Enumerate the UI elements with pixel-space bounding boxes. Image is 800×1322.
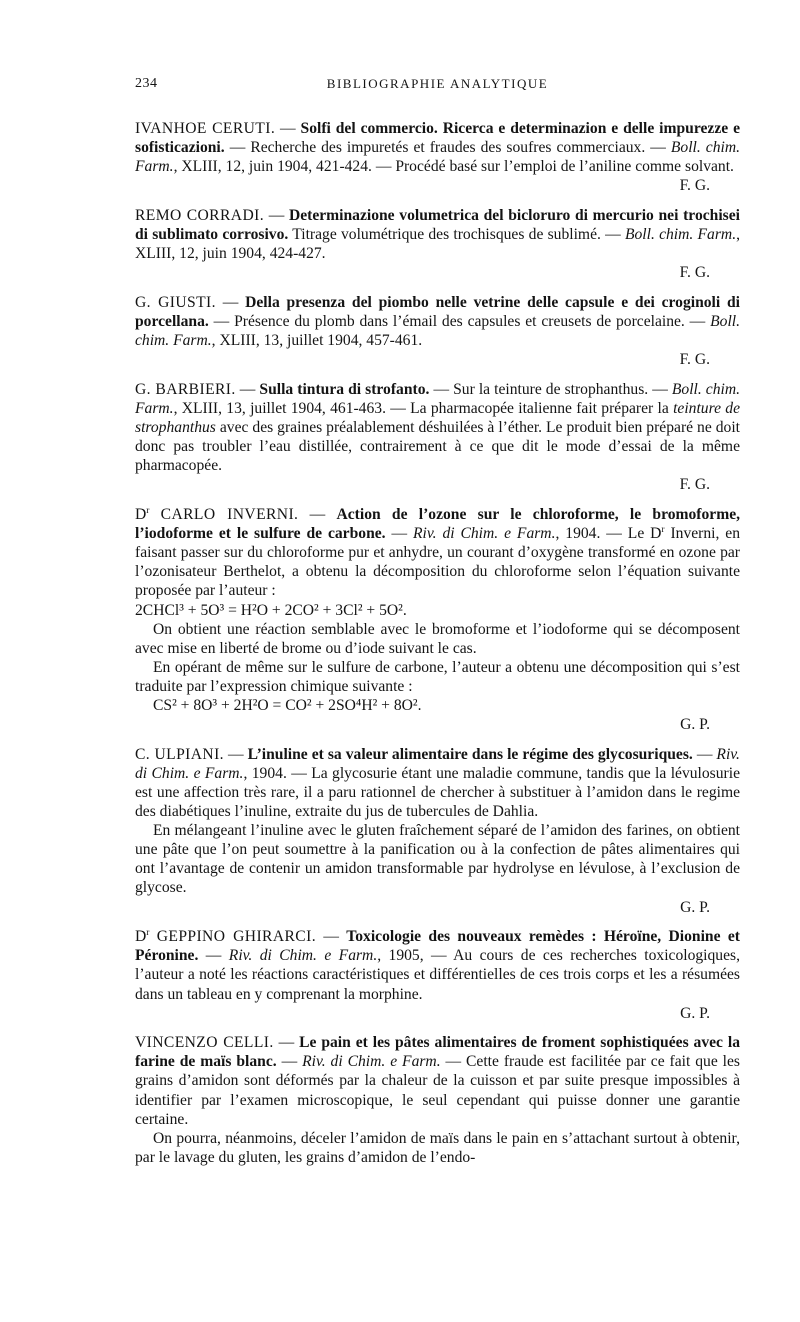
entry-signature: G. P.: [680, 898, 710, 916]
entry-body: — Sur la teinture de strophanthus. —: [433, 380, 668, 398]
entry-body: — Recherche des impuretés et fraudes des soufres commerciaux. —: [229, 139, 666, 157]
chemical-equation: CS² + 8O³ + 2H²O = CO² + 2SO⁴H² + 8O².: [153, 697, 422, 714]
entry-body-cont: , XLIII, 12, juin 1904, 424-427.: [135, 226, 740, 263]
entry-author: G. GIUSTI.: [135, 293, 216, 311]
entry-body: —: [281, 1053, 298, 1071]
text-column: [135, 119, 740, 1178]
running-header: [135, 70, 740, 100]
entry-signature: F. G.: [679, 177, 710, 195]
entry-paragraph: En mélangeant l’inuline avec le gluten fraîchement séparé de l’amidon des farines, on obtient une pâte que l’on peut soumettre à la panification ou à la confection de pâtes alimentaires qui ont l’avantage de contenir un amidon transformable par hydrolyse en lévulose, à l’exclusion de glycose.: [135, 822, 740, 897]
entry-title: Le pain et les pâtes alimentaires de froment sophistiquées avec la farine de maïs blanc.: [135, 1034, 741, 1071]
entry-signature: G. P.: [680, 1004, 710, 1022]
entry-source: Boll. chim. Farm.: [135, 139, 741, 176]
entry-prefix-sup: r: [146, 505, 150, 516]
entry-source-secondary: teinture de strophanthus: [135, 400, 741, 437]
entry-author: VINCENZO CELLI.: [135, 1034, 274, 1052]
entry-title: L’inuline et sa valeur alimentaire dans le régime des glycosuriques.: [247, 745, 693, 763]
entry-signature: F. G.: [679, 264, 710, 282]
entry-title: Solfi del commercio. Ricerca e determinazion e delle impurezze e sofisticazioni.: [135, 120, 740, 157]
entry-body: —: [205, 947, 222, 965]
entry-paragraph: On pourra, néanmoins, déceler l’amidon de maïs dans le pain en s’attachant surtout à obtenir, par le lavage du gluten, les grains d’amidon de l’endo-: [135, 1129, 740, 1166]
chemical-equation: 2CHCl³ + 5O³ = H²O + 2CO² + 3Cl² + 5O².: [135, 601, 407, 619]
entry-source: Riv. di Chim. e Farm.: [302, 1053, 441, 1071]
entry-paragraph: En opérant de même sur le sulfure de carbone, l’auteur a obtenu une décomposition qui s’est traduite par l’expression chimique suivante :: [135, 658, 740, 695]
bibliography-entry: VINCENZO CELLI. — Le pain et les pâtes alimentaires de froment sophistiquées avec la farine de maïs blanc. — Riv. di Chim. e Farm. — Cette fraude est facilitée par ce fait que les grains d’amidon sont déformés par la chaleur de la cuisson et par suite presque impossibles à identifier par l’examen microscopique, le seul cependant qui puisse donner une garantie certaine. On pourra, néanmoins, déceler l’amidon de maïs dans le pain en s’attachant surtout à obtenir, par le lavage du gluten, les grains d’amidon de l’endo-: [135, 1034, 741, 1166]
entry-source: Boll. chim. Farm.: [624, 226, 737, 244]
bibliography-entry: G. GIUSTI. — Della presenza del piombo nelle vetrine delle capsule e dei croginoli di porcellana. — Présence du plomb dans l’émail des capsules et creusets de porcelaine. — Boll. chim. Farm., XLIII, 13, juillet 1904, 457-461. F. G.: [135, 293, 741, 369]
bibliography-entry: $D^r$ GEPPINO GHIRARCI. — Toxicologie des nouveaux remèdes : Héroïne, Dionine et Péronine. — Riv. di Chim. e Farm., 1905, — Au cours de ces recherches toxicologiques, l’auteur a noté les réactions caractéristiques et différentielles de ces trois corps et les a résumées dans un tableau en y comprenant la morphine. G. P.: [135, 928, 740, 1022]
entry-signature: G. P.: [680, 716, 710, 734]
bibliography-entry: C. ULPIANI. — L’inuline et sa valeur alimentaire dans le régime des glycosuriques. — Riv. di Chim. e Farm., 1904. — La glycosurie étant une maladie commune, tandis que la lévulosurie est une affection très rare, il a paru rationnel de chercher à substituer à l’amidon dans le regime des diabétiques l’inuline, extraite du jus de tubercules de Dahlia. En mélangeant l’inuline avec le gluten fraîchement séparé de l’amidon des farines, on obtient une pâte que l’on peut soumettre à la panification ou à la confection de pâtes alimentaires qui ont l’avantage de contenir un amidon transformable par hydrolyse en lévulose, à l’exclusion de glycose. G. P.: [135, 745, 740, 916]
entry-title: Toxicologie des nouveaux remèdes : Héroïne, Dionine et Péronine.: [135, 928, 740, 965]
entry-source: Boll. chim. Farm.: [135, 313, 741, 350]
entry-source: Riv. di Chim. e Farm.: [413, 525, 556, 543]
entry-source: Riv. di Chim. e Farm.: [228, 947, 378, 965]
entry-author: REMO CORRADI.: [135, 206, 265, 224]
entry-body-sup: r: [661, 524, 665, 535]
entry-title: Action de l’ozone sur le chloroforme, le bromoforme, l’iodoforme et le sulfure de carbone.: [135, 506, 741, 543]
entry-body: Titrage volumétrique des trochisques de sublimé. —: [292, 226, 621, 244]
entry-author: CARLO INVERNI.: [160, 506, 299, 524]
entry-signature: F. G.: [679, 476, 710, 494]
entry-title: Della presenza del piombo nelle vetrine delle capsule e dei croginoli di porcellana.: [135, 293, 740, 331]
bibliography-entry: IVANHOE CERUTI. — Solfi del commercio. Ricerca e determinazion e delle impurezze e sofisticazioni. — Recherche des impuretés et fraudes des soufres commerciaux. — Boll. chim. Farm., XLIII, 12, juin 1904, 421-424. — Procédé basé sur l’emploi de l’aniline comme solvant. F. G.: [135, 120, 741, 195]
entry-source: Riv. di Chim. e Farm.: [135, 745, 740, 782]
entry-body-cont: , XLIII, 13, juillet 1904, 461-463. — La pharmacopée italienne fait préparer la: [173, 400, 669, 417]
entry-body: —: [391, 525, 408, 543]
entry-body-cont: , 1904. — La glycosurie étant une maladie commune, tandis que la lévulosurie est une affection très rare, il a paru rationnel de chercher à substituer à l’amidon dans le regime des diabétiques l’inuline, extraite du jus de tubercules de Dahlia.: [135, 764, 740, 821]
entry-source: Boll. chim. Farm.: [135, 380, 741, 417]
entry-paragraph: On obtient une réaction semblable avec le bromoforme et l’iodoforme qui se décomposent avec mise en liberté de brome ou d’iode suivant le cas.: [135, 620, 740, 657]
entry-author: G. BARBIERI.: [135, 380, 236, 398]
entry-prefix: D: [135, 506, 147, 524]
entry-author: IVANHOE CERUTI.: [135, 120, 276, 137]
bibliography-entry: G. BARBIERI. — Sulla tintura di strofanto. — Sur la teinture de strophanthus. — Boll. chim. Farm., XLIII, 13, juillet 1904, 461-463. — La pharmacopée italienne fait préparer la teinture de strophanthus avec des graines préalablement déshuilées à l’éther. Le produit bien préparé ne doit donc pas troubler l’eau distillée, contrairement à ce que dit le mode d’essai de la même pharmacopée. F. G.: [135, 380, 741, 494]
bibliography-entry: $D^r$ CARLO INVERNI. — Action de l’ozone sur le chloroforme, le bromoforme, l’iodoforme et le sulfure de carbone. — Riv. di Chim. e Farm., 1904. — Le $D^r$ Inverni, en faisant passer sur du chloroforme pur et anhydre, un courant d’oxygène transformé en ozone par l’ozonisateur Berthelot, a obtenu la décomposition du chloroforme selon l’équation suivante proposée par l’auteur : 2CHCl³ + 5O³ = H²O + 2CO² + 3Cl² + 5O². On obtient une réaction semblable avec le bromoforme et l’iodoforme qui se décomposent avec mise en liberté de brome ou d’iode suivant le cas. En opérant de même sur le sulfure de carbone, l’auteur a obtenu une décomposition qui s’est traduite par l’expression chimique suivante : CS² + 8O³ + 2H²O = CO² + 2SO⁴H² + 8O². G. P.: [135, 505, 741, 734]
entry-prefix-sup: r: [146, 928, 150, 939]
entry-body-cont: , 1905, — Au cours de ces recherches toxicologiques, l’auteur a noté les réactions caractéristiques et différentielles de ces trois corps et les a résumées dans un tableau en y comprenant la morphine.: [135, 947, 740, 1003]
entry-body: — Présence du plomb dans l’émail des capsules et creusets de porcelaine. —: [213, 313, 706, 331]
entry-body-cont: , XLIII, 13, juillet 1904, 457-461.: [211, 332, 423, 350]
entry-prefix: D: [135, 928, 147, 946]
running-title: BIBLIOGRAPHIE ANALYTIQUE: [326, 76, 549, 91]
entry-body-cont-2: Inverni, en faisant passer sur du chloroforme pur et anhydre, un courant d’oxygène transformé en ozone par l’ozonisateur Berthelot, a obtenu la décomposition du chloroforme selon l’équation suivante proposée par l’auteur :: [135, 525, 741, 600]
entry-signature: F. G.: [679, 351, 710, 369]
entry-author: C. ULPIANI.: [135, 745, 224, 763]
entry-body-cont: , XLIII, 12, juin 1904, 421-424. — Procédé basé sur l’emploi de l’aniline comme solvant.: [173, 158, 734, 176]
bibliography-entry: REMO CORRADI. — Determinazione volumetrica del bicloruro di mercurio nei trochisei di sublimato corrosivo. Titrage volumétrique des trochisques de sublimé. — Boll. chim. Farm., XLIII, 12, juin 1904, 424-427. F. G.: [135, 206, 740, 282]
entry-body-cont-2: avec des graines préalablement déshuilées à l’éther. Le produit bien préparé ne doit donc pas troubler l’eau distillée, contrairement à ce que dit le mode d’essai de la même pharmacopée.: [135, 419, 740, 475]
entry-body-cont: , 1904. — Le D: [555, 525, 662, 543]
entry-title: Sulla tintura di strofanto.: [259, 380, 430, 398]
entry-author: GEPPINO GHIRARCI.: [156, 928, 316, 946]
entry-title: Determinazione volumetrica del bicloruro di mercurio nei trochisei di sublimato corrosivo.: [135, 206, 740, 244]
page-number: 234: [135, 76, 158, 91]
entry-body-cont: — Cette fraude est facilitée par ce fait que les grains d’amidon sont déformés par la chaleur de la cuisson et par suite presque impossibles à identifier par l’examen microscopique, le seul cependant qui puisse donner une garantie certaine.: [135, 1053, 740, 1128]
entry-body: —: [696, 745, 713, 763]
